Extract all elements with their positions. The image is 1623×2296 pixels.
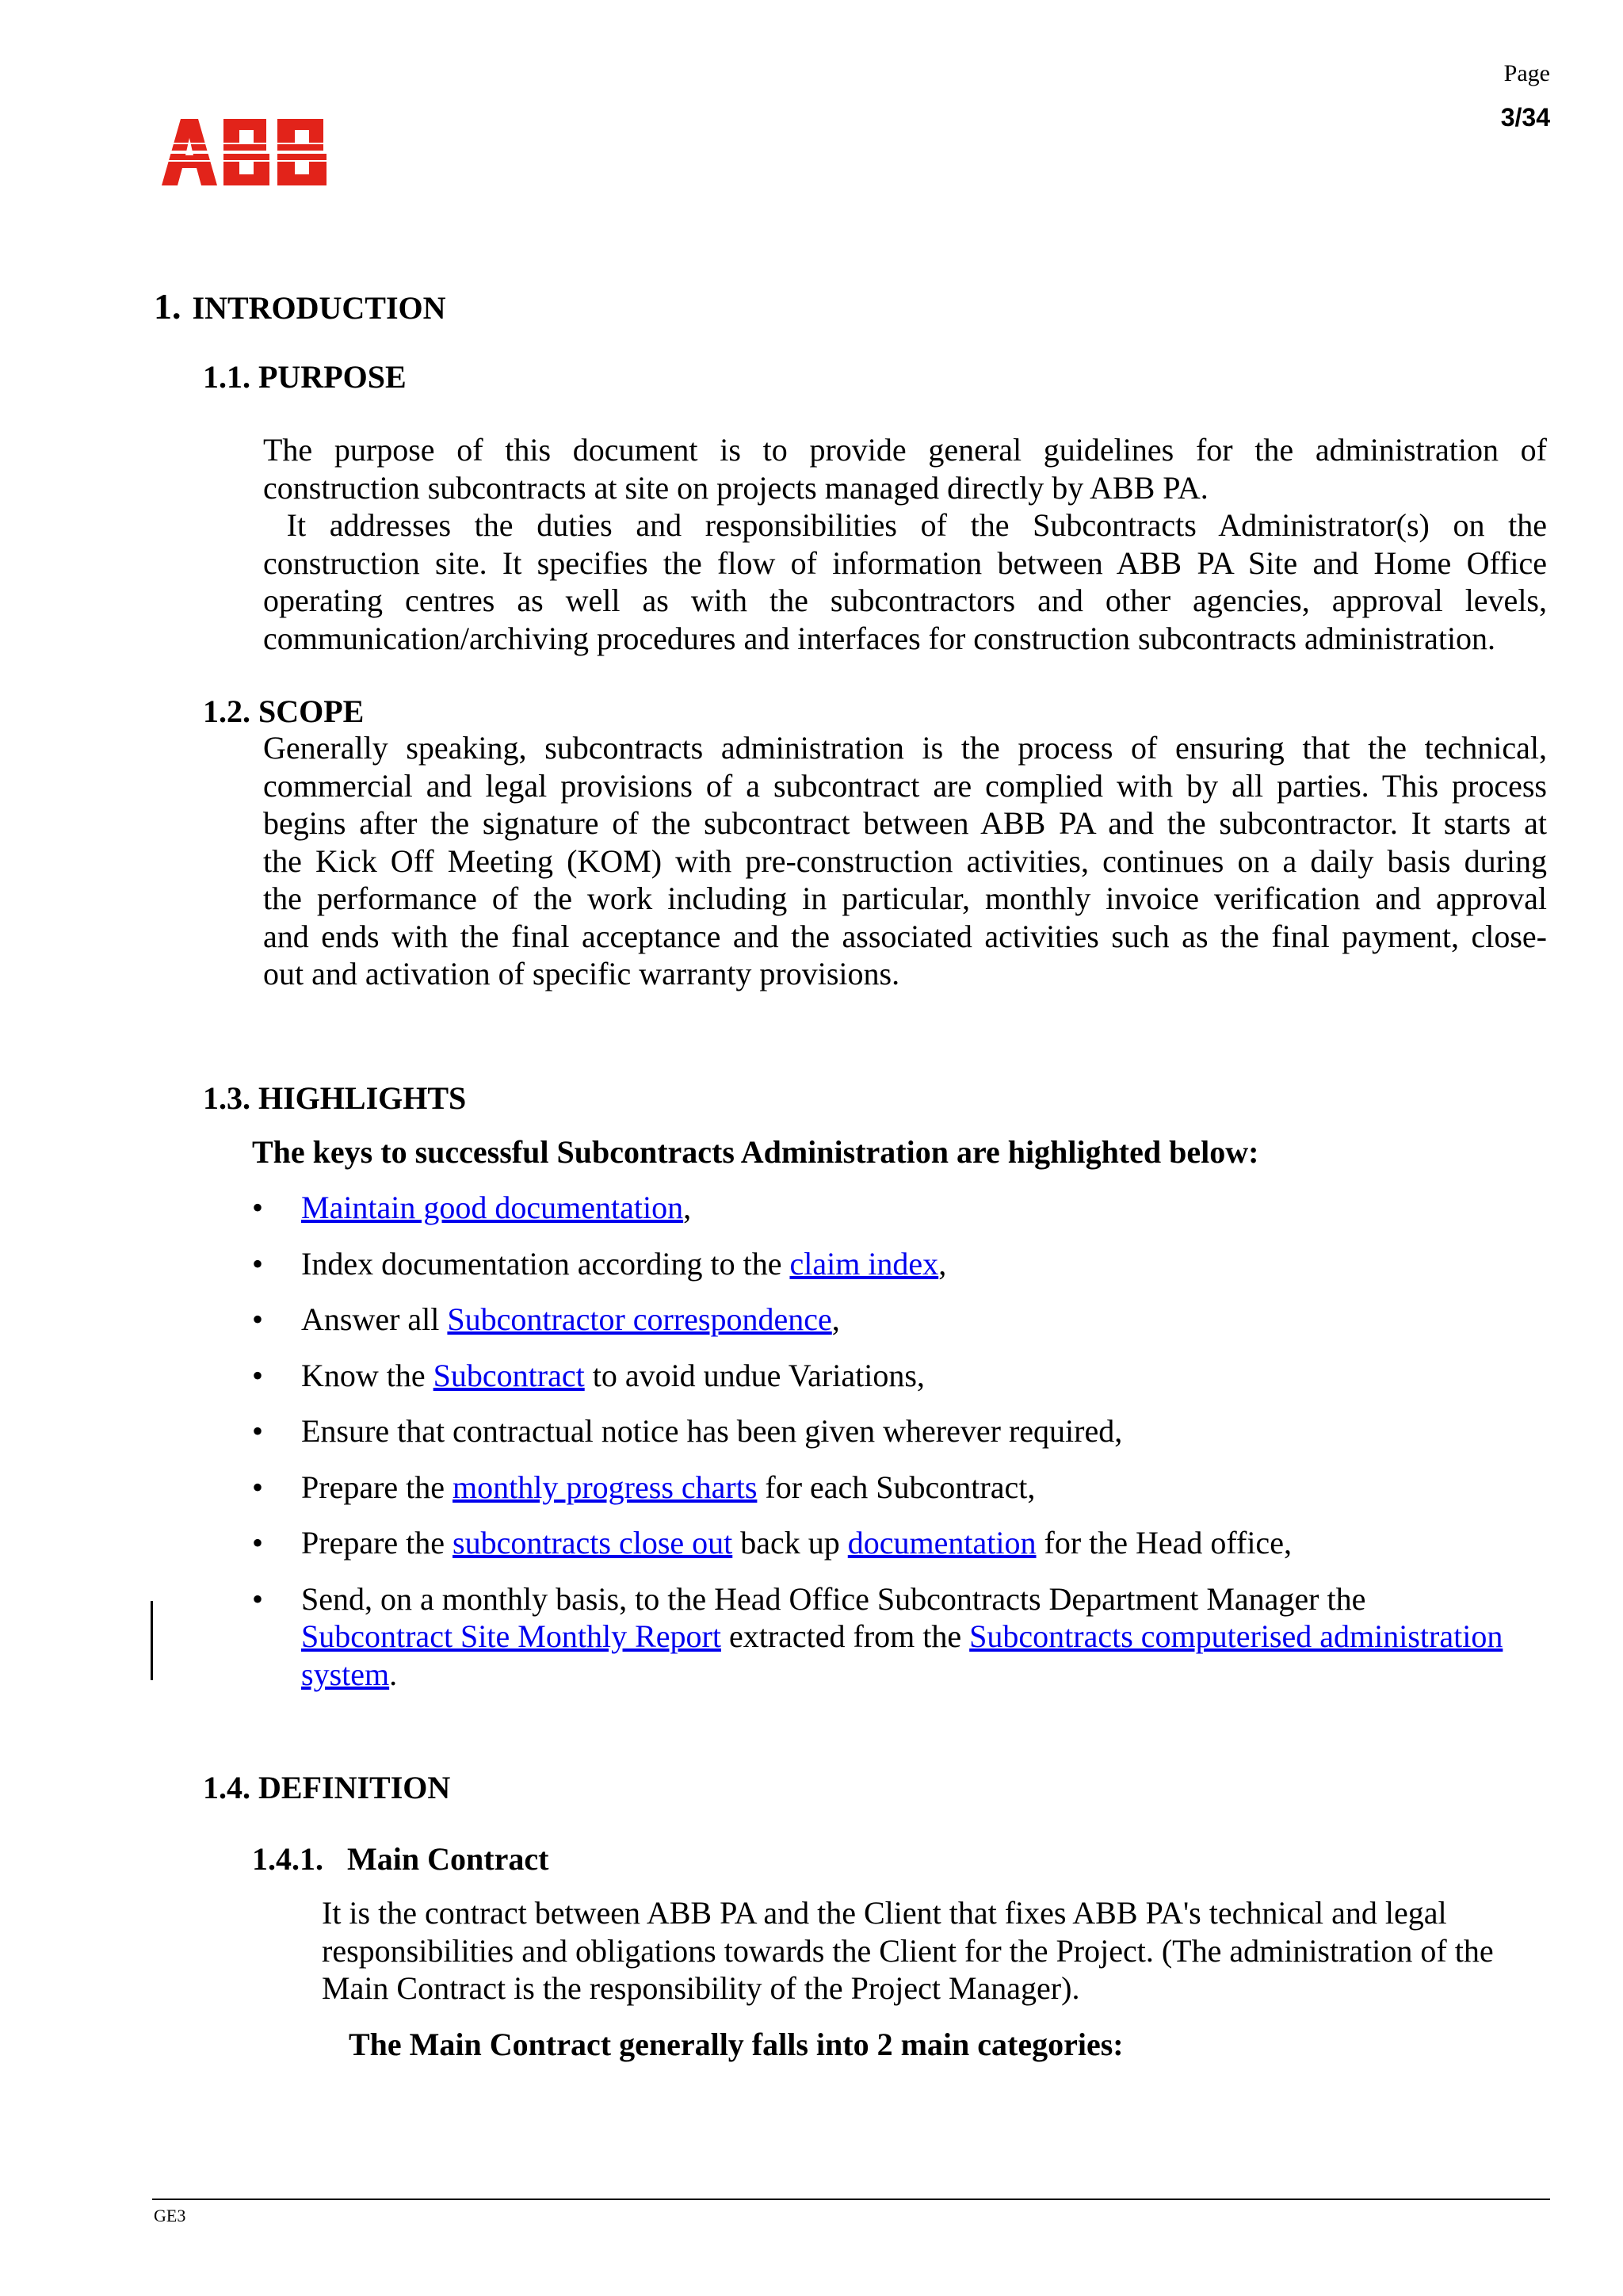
list-item-text: .: [389, 1656, 398, 1692]
purpose-line: operating centres as well as with the subcontractors and other agencies, approval levels,: [263, 583, 1547, 618]
list-item-text: back up: [732, 1525, 848, 1561]
list-item: [252, 1301, 1552, 1339]
main-contract-paragraph: [322, 1894, 1558, 2008]
revision-bar: [151, 1601, 153, 1680]
list-item: [252, 1412, 1552, 1450]
scope-line: Generally speaking, subcontracts administration is the process of ensuring that the technical,: [263, 730, 1547, 766]
section-title: INTRODUCTION: [192, 290, 446, 326]
list-item-text: Answer all: [301, 1301, 448, 1337]
list-item-text: ,: [831, 1301, 840, 1337]
footer-rule: [152, 2199, 1550, 2200]
bullet-icon: •: [252, 1525, 264, 1561]
scope-heading: 1.2. SCOPE: [203, 693, 365, 729]
main-contract-categories: The Main Contract generally falls into 2 main categories:: [349, 2027, 1124, 2062]
bullet-icon: •: [252, 1413, 264, 1449]
list-item: [252, 1469, 1552, 1507]
link-documentation[interactable]: documentation: [847, 1525, 1037, 1561]
link-subcontract[interactable]: Subcontract: [433, 1357, 585, 1393]
abb-logo: [162, 119, 333, 189]
scope-line: begins after the signature of the subcontract between ABB PA and the subcontractor. It starts at: [263, 805, 1547, 841]
main-contract-line: responsibilities and obligations towards the Client for the Project. (The administration of the: [322, 1932, 1494, 1969]
bullet-icon: •: [252, 1245, 264, 1282]
list-item-text: extracted from the: [720, 1618, 970, 1654]
list-item: [252, 1357, 1552, 1395]
highlights-list: [252, 1189, 1552, 1711]
list-item-text: to avoid undue Variations,: [584, 1357, 925, 1393]
bullet-icon: •: [252, 1190, 264, 1225]
highlights-heading: 1.3. HIGHLIGHTS: [203, 1080, 467, 1116]
list-item-text: ,: [683, 1190, 692, 1225]
bullet-icon: •: [252, 1301, 264, 1337]
purpose-paragraph: [263, 431, 1547, 657]
main-contract-line: It is the contract between ABB PA and the Client that fixes ABB PA's technical and legal: [322, 1895, 1447, 1931]
highlights-intro: The keys to successful Subcontracts Administration are highlighted below:: [252, 1134, 1259, 1170]
footer-code: GE3: [154, 2206, 186, 2225]
list-item: [252, 1580, 1552, 1694]
purpose-line: It addresses the duties and responsibilities of the Subcontracts Administrator(s) on the: [263, 507, 1547, 543]
section-heading-introduction: [154, 285, 446, 327]
scope-line: the performance of the work including in particular, monthly invoice verification and approval: [263, 881, 1547, 916]
purpose-line: communication/archiving procedures and interfaces for construction subcontracts administration.: [263, 620, 1496, 656]
list-item-text: ,: [938, 1245, 947, 1282]
list-item-text: for the Head office,: [1036, 1525, 1292, 1561]
list-item: [252, 1524, 1552, 1562]
bullet-icon: •: [252, 1357, 264, 1393]
section-number: 1.: [154, 286, 181, 327]
list-item-text: for each Subcontract,: [757, 1469, 1036, 1505]
list-item-text: Index documentation according to the: [301, 1245, 790, 1282]
scope-paragraph: [263, 729, 1547, 993]
bullet-icon: •: [252, 1580, 264, 1617]
list-item-text: Know the: [301, 1357, 433, 1393]
bullet-icon: •: [252, 1469, 264, 1505]
scope-line: commercial and legal provisions of a subcontract are complied with by all parties. This process: [263, 767, 1547, 804]
link-claim-index[interactable]: claim index: [789, 1245, 939, 1282]
link-maintain-documentation[interactable]: Maintain good documentation: [301, 1190, 684, 1225]
list-item: [252, 1245, 1552, 1283]
page-number: 3/34: [1500, 103, 1550, 132]
link-monthly-progress-charts[interactable]: monthly progress charts: [453, 1469, 758, 1505]
scope-line: and ends with the final acceptance and the associated activities such as the final payment, close-: [263, 918, 1547, 954]
abb-logo-image: [162, 119, 333, 185]
list-item-text: Ensure that contractual notice has been given wherever required,: [301, 1413, 1123, 1449]
list-item-text: Prepare the: [301, 1469, 453, 1505]
link-subcontracts-close-out[interactable]: subcontracts close out: [453, 1525, 733, 1561]
purpose-line: construction subcontracts at site on projects managed directly by ABB PA.: [263, 469, 1209, 506]
list-item-text: Prepare the: [301, 1525, 453, 1561]
link-subcontract-site-monthly-report[interactable]: Subcontract Site Monthly Report: [301, 1618, 721, 1654]
scope-line: out and activation of specific warranty provisions.: [263, 956, 900, 991]
main-contract-heading: 1.4.1. Main Contract: [252, 1841, 549, 1877]
list-item: [252, 1189, 1552, 1227]
main-contract-line: Main Contract is the responsibility of the Project Manager).: [322, 1970, 1080, 2006]
purpose-line: construction site. It specifies the flow of information between ABB PA Site and Home Office: [263, 544, 1547, 581]
link-subcontractor-correspondence[interactable]: Subcontractor correspondence: [447, 1301, 832, 1337]
definition-heading: 1.4. DEFINITION: [203, 1770, 451, 1805]
purpose-heading: 1.1. PURPOSE: [203, 359, 407, 395]
page-label: Page: [1503, 60, 1550, 86]
link-subcontracts-computerised-administration-system[interactable]: Subcontracts computerised administration: [969, 1618, 1503, 1654]
link-subcontracts-computerised-administration-system-cont[interactable]: system: [301, 1656, 390, 1692]
list-item-text: Send, on a monthly basis, to the Head Office Subcontracts Department Manager the: [301, 1580, 1366, 1617]
scope-line: the Kick Off Meeting (KOM) with pre-construction activities, continues on a daily basis during: [263, 842, 1547, 879]
purpose-line: The purpose of this document is to provide general guidelines for the administration of: [263, 432, 1547, 468]
